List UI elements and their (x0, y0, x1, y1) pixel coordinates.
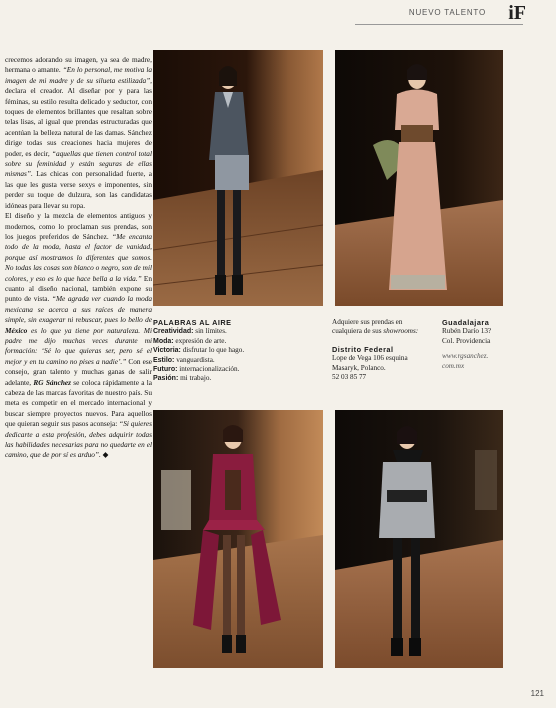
page-number: 121 (530, 689, 544, 698)
store-gdl-colonia: Col. Providencia (442, 336, 491, 345)
store-gdl (442, 318, 532, 371)
store-gdl-address: Rubén Darío 13? (442, 327, 492, 336)
store-gdl-title: Guadalajara (442, 318, 490, 327)
stores-info (332, 318, 432, 382)
sidebar-item: Pasión: mi trabajo. (153, 374, 212, 383)
store-website[interactable]: www.rgsanchez.com.mx (442, 352, 489, 370)
sidebar-item: Creatividad: sin límites. (153, 327, 227, 336)
runway-photo-pink-gown (335, 50, 503, 306)
sidebar-title: PALABRAS AL AIRE (153, 318, 232, 327)
runway-photo-magenta-coat (153, 410, 323, 668)
runway-photo-gray-jacket (153, 50, 323, 306)
sidebar-palabras (153, 318, 278, 384)
sidebar-item: Moda: expresión de arte. (153, 336, 227, 345)
header-divider (355, 24, 523, 25)
sidebar-item: Estilo: vanguardista. (153, 355, 215, 364)
sidebar-item: Futuro: internacionalización. (153, 365, 240, 374)
sidebar-item: Victoria: disfrutar lo que hago. (153, 346, 245, 355)
store-df-address: Lope de Vega 106 esquina Masaryk, Polanco. (332, 354, 408, 372)
store-df-phone: 52 03 85 77 (332, 373, 367, 382)
store-df-title: Distrito Federal (332, 344, 394, 354)
article-body (5, 55, 152, 461)
paragraph-1: crecemos adorando su imagen, ya sea de madre, hermana o amante. “En lo personal, me motiva la imagen de mi madre y de su silueta estilizada”, declara el creador. Al diseñar por y para las féminas, su estilo resulta delicado y seductor, con toques de elementos brillantes que resaltan sobre telas lisas, al igual que prendas estructuradas que acentúan la belleza natural de las damas. Sánchez dirige todas sus creaciones hacia mujeres de poder, es decir, “aquellas que tienen control total sobre su feminidad y están seguras de ellas mismas”. Las chicas con personalidad fuerte, a las que les gusta verse sexys e imponentes, sin perder su toque de dulzura, son las candidatas idóneas para llevar su ropa. (5, 55, 152, 210)
runway-photo-tweed-jacket (335, 410, 503, 668)
section-label: NUEVO TALENTO (408, 8, 486, 17)
magazine-logo: iF (508, 2, 526, 24)
stores-intro: Adquiere sus prendas en cualquiera de sus showrooms: (332, 318, 419, 336)
paragraph-2: El diseño y la mezcla de elementos antiguos y modernos, como lo proclaman sus prendas, son los juegos preferidos de Sánchez. “Me encanta todo de la moda, hasta el factor de vanidad, porque así mostramos lo diferentes que somos. No todas las cosas son blanco o negro, son de mil colores, y eso es lo que hace bella a la vida.” En cuanto al diseño nacional, también expone su punto de vista. “Me agrada ver cuando la moda mexicana se acerca a sus raíces de manera simple, sin exagerar ni rebuscar, pues lo bello de México es lo que ya tiene por naturaleza. Mi padre me dijo muchas veces durante mi formación: ‘Sé lo que quieras ser, pero sé el mejor y en tu camino no pises a nadie’.” Con ese consejo, gran talento y muchas ganas de salir adelante, RG Sánchez se coloca rápidamente a la cabeza de las marcas favoritas de nuestro país. Su meta es competir en el mercado internacional y buscar siempre proyectos nuevos. Para aquellos que quieran seguir sus pasos aconseja: “Si quieres dedicarte a esta profesión, debes adquirir todas las habilidades necesarias para no quedarte en el camino, que de por sí es arduo”. ◆ (5, 211, 153, 460)
